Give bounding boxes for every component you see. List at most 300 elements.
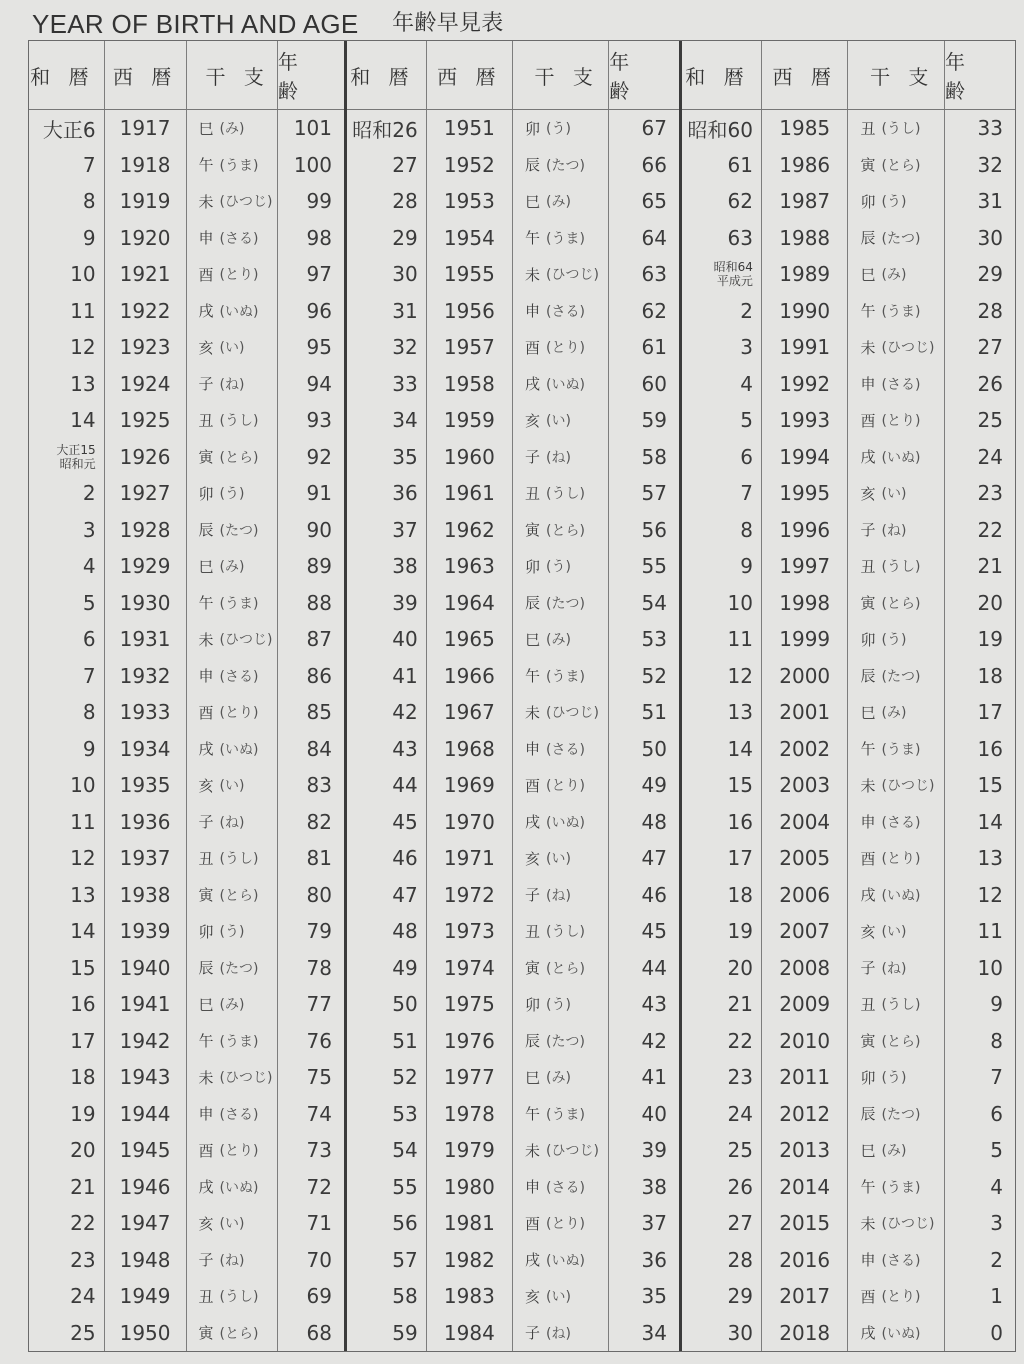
eto-cell (848, 183, 945, 220)
eto-cell (848, 402, 945, 439)
eto-cell (848, 1096, 945, 1133)
wareki-cell: 29 (682, 1278, 762, 1315)
table-row (347, 585, 679, 622)
eto-reading: (み) (546, 632, 571, 649)
eto-reading: (たつ) (546, 595, 585, 612)
eto-reading: (ね) (219, 1252, 245, 1269)
eto-reading: (さる) (546, 741, 585, 758)
era-label: 昭和64 (713, 260, 753, 275)
table-row (347, 220, 679, 257)
table-row (29, 804, 344, 841)
age-cell: 92 (306, 444, 332, 469)
seireki-cell: 2012 (762, 1096, 849, 1133)
table-row (347, 439, 679, 476)
table-row (682, 1315, 1015, 1352)
wareki-cell: 7 (29, 658, 105, 695)
wareki-cell: 43 (347, 731, 427, 768)
age-cell: 71 (306, 1211, 332, 1236)
eto-reading: (うま) (546, 668, 585, 685)
eto-kanji: 辰 (860, 229, 876, 248)
eto-reading: (う) (546, 997, 571, 1014)
eto-kanji: 未 (525, 265, 541, 284)
eto-cell (848, 256, 945, 293)
table-row (29, 183, 344, 220)
age-cell: 91 (306, 481, 332, 506)
table-row (29, 621, 344, 658)
wareki-cell: 2 (29, 475, 105, 512)
eto-cell (187, 767, 278, 804)
seireki-cell: 2000 (762, 658, 849, 695)
wareki-cell: 37 (347, 512, 427, 549)
seireki-cell: 1999 (762, 621, 849, 658)
eto-kanji: 午 (525, 667, 541, 686)
eto-reading: (いぬ) (546, 1252, 585, 1269)
table-row (347, 1242, 679, 1279)
table-row (347, 256, 679, 293)
age-cell: 12 (977, 882, 1003, 907)
age-cell: 101 (293, 116, 332, 141)
wareki-cell: 26 (682, 1169, 762, 1206)
age-cell: 23 (977, 481, 1003, 506)
wareki-cell: 23 (29, 1242, 105, 1279)
age-cell: 16 (977, 736, 1003, 761)
wareki-cell: 13 (29, 877, 105, 914)
wareki-cell: 14 (29, 402, 105, 439)
eto-kanji: 戌 (525, 813, 541, 832)
eto-cell (187, 950, 278, 987)
eto-reading: (ひつじ) (881, 340, 935, 357)
eto-kanji: 丑 (525, 922, 541, 941)
wareki-cell: 21 (682, 986, 762, 1023)
eto-kanji: 巳 (860, 1141, 876, 1160)
age-cell: 38 (641, 1174, 667, 1199)
age-cell: 78 (306, 955, 332, 980)
seireki-cell: 2010 (762, 1023, 849, 1060)
wareki-cell: 46 (347, 840, 427, 877)
eto-cell (848, 548, 945, 585)
seireki-cell: 2017 (762, 1278, 849, 1315)
seireki-cell: 1927 (105, 475, 187, 512)
wareki-cell: 63 (682, 220, 762, 257)
table-row (29, 877, 344, 914)
age-cell: 44 (641, 955, 667, 980)
seireki-cell: 1931 (105, 621, 187, 658)
eto-cell (513, 986, 609, 1023)
eto-cell (187, 694, 278, 731)
title-english: YEAR OF BIRTH AND AGE (32, 9, 359, 39)
eto-kanji: 寅 (860, 1032, 876, 1051)
wareki-cell: 22 (682, 1023, 762, 1060)
wareki-cell: 48 (347, 913, 427, 950)
eto-cell (187, 220, 278, 257)
eto-reading: (ね) (546, 449, 571, 466)
age-cell: 98 (306, 225, 332, 250)
table-block-1 (29, 41, 344, 1351)
eto-reading: (たつ) (881, 1106, 921, 1123)
seireki-cell: 2013 (762, 1132, 849, 1169)
table-row (347, 402, 679, 439)
seireki-cell: 1965 (427, 621, 513, 658)
seireki-cell: 1935 (105, 767, 187, 804)
wareki-cell: 6 (682, 439, 762, 476)
eto-reading: (ね) (881, 960, 907, 977)
eto-cell (187, 439, 278, 476)
seireki-cell: 1963 (427, 548, 513, 585)
table-row (682, 256, 1015, 293)
table-row (347, 475, 679, 512)
eto-reading: (ひつじ) (881, 778, 935, 795)
eto-reading: (ね) (219, 814, 245, 831)
eto-reading: (い) (881, 924, 907, 941)
eto-cell (848, 804, 945, 841)
eto-cell (513, 439, 609, 476)
eto-cell (187, 329, 278, 366)
seireki-cell: 1936 (105, 804, 187, 841)
table-row (29, 439, 344, 476)
wareki-cell: 39 (347, 585, 427, 622)
age-cell: 80 (306, 882, 332, 907)
table-row (682, 950, 1015, 987)
eto-reading: (とら) (881, 595, 921, 612)
age-cell: 10 (977, 955, 1003, 980)
table-row (347, 1132, 679, 1169)
age-cell: 84 (306, 736, 332, 761)
eto-cell (513, 293, 609, 330)
table-row (29, 1242, 344, 1279)
table-row (347, 767, 679, 804)
wareki-cell: 16 (29, 986, 105, 1023)
eto-kanji: 辰 (525, 1032, 541, 1051)
wareki-cell: 23 (682, 1059, 762, 1096)
age-cell: 59 (641, 408, 667, 433)
eto-cell (513, 1205, 609, 1242)
table-row (682, 1205, 1015, 1242)
seireki-header: 西 暦 (105, 41, 187, 109)
seireki-cell: 1967 (427, 694, 513, 731)
eto-reading: (とり) (881, 1289, 921, 1306)
eto-reading: (たつ) (546, 157, 585, 174)
eto-kanji: 未 (198, 192, 214, 211)
wareki-cell: 12 (29, 840, 105, 877)
seireki-cell: 1943 (105, 1059, 187, 1096)
eto-cell (513, 147, 609, 184)
eto-reading: (さる) (881, 1252, 921, 1269)
eto-cell (848, 1132, 945, 1169)
eto-kanji: 亥 (198, 776, 214, 795)
wareki-cell: 34 (347, 402, 427, 439)
eto-kanji: 辰 (198, 959, 214, 978)
table-row (682, 548, 1015, 585)
eto-kanji: 酉 (860, 411, 876, 430)
age-cell: 35 (641, 1284, 667, 1309)
age-cell: 67 (641, 116, 667, 141)
eto-cell (187, 1242, 278, 1279)
wareki-cell: 49 (347, 950, 427, 987)
wareki-cell: 5 (29, 585, 105, 622)
wareki-cell: 12 (29, 329, 105, 366)
eto-reading: (み) (546, 194, 571, 211)
seireki-cell: 2004 (762, 804, 849, 841)
wareki-cell: 昭和60 (682, 110, 762, 147)
age-cell: 37 (641, 1211, 667, 1236)
seireki-cell: 1964 (427, 585, 513, 622)
wareki-cell: 15 (29, 950, 105, 987)
eto-kanji: 子 (860, 521, 876, 540)
eto-reading: (う) (881, 632, 907, 649)
eto-kanji: 子 (198, 813, 214, 832)
age-cell: 41 (641, 1065, 667, 1090)
seireki-cell: 1987 (762, 183, 849, 220)
eto-kanji: 辰 (525, 594, 541, 613)
eto-kanji: 卯 (860, 192, 876, 211)
age-cell: 94 (306, 371, 332, 396)
table-row (29, 110, 344, 147)
eto-kanji: 未 (525, 1141, 541, 1160)
seireki-cell: 1980 (427, 1169, 513, 1206)
table-row (682, 475, 1015, 512)
eto-reading: (み) (881, 1143, 907, 1160)
wareki-cell: 38 (347, 548, 427, 585)
seireki-cell: 1976 (427, 1023, 513, 1060)
eto-cell (513, 877, 609, 914)
seireki-cell: 2014 (762, 1169, 849, 1206)
table-row (29, 1096, 344, 1133)
table-block-3 (679, 41, 1015, 1351)
seireki-cell: 1951 (427, 110, 513, 147)
wareki-cell: 8 (29, 183, 105, 220)
table-row (29, 986, 344, 1023)
age-cell: 74 (306, 1101, 332, 1126)
table-row (682, 110, 1015, 147)
eto-reading: (うま) (546, 1106, 585, 1123)
age-cell: 9 (990, 992, 1003, 1017)
seireki-cell: 1947 (105, 1205, 187, 1242)
eto-cell (187, 1023, 278, 1060)
table-row (29, 767, 344, 804)
table-row (682, 329, 1015, 366)
eto-reading: (み) (219, 997, 245, 1014)
wareki-cell (682, 256, 762, 293)
eto-reading: (とり) (546, 340, 585, 357)
eto-reading: (い) (219, 1216, 245, 1233)
eto-kanji: 酉 (525, 776, 541, 795)
seireki-cell: 1952 (427, 147, 513, 184)
seireki-cell: 1962 (427, 512, 513, 549)
eto-kanji: 巳 (860, 703, 876, 722)
eto-reading: (み) (881, 705, 907, 722)
eto-kanji: 午 (525, 229, 541, 248)
seireki-cell: 1983 (427, 1278, 513, 1315)
eto-reading: (とり) (546, 1216, 585, 1233)
eto-cell (513, 1169, 609, 1206)
table-row (682, 1242, 1015, 1279)
table-row (682, 402, 1015, 439)
table-row (347, 512, 679, 549)
seireki-cell: 1995 (762, 475, 849, 512)
eto-kanji: 亥 (198, 338, 214, 357)
age-cell: 50 (641, 736, 667, 761)
table-row (347, 1315, 679, 1352)
wareki-cell: 58 (347, 1278, 427, 1315)
age-cell: 79 (306, 919, 332, 944)
eto-cell (513, 804, 609, 841)
age-cell: 99 (306, 189, 332, 214)
age-cell: 7 (990, 1065, 1003, 1090)
wareki-cell: 15 (682, 767, 762, 804)
era-label: 昭和元 (59, 456, 96, 471)
table-row (29, 1059, 344, 1096)
wareki-cell: 24 (682, 1096, 762, 1133)
eto-reading: (うし) (219, 1289, 259, 1306)
eto-cell (848, 913, 945, 950)
eto-reading: (とら) (881, 157, 921, 174)
eto-cell (187, 1205, 278, 1242)
eto-reading: (み) (219, 559, 245, 576)
wareki-cell: 41 (347, 658, 427, 695)
seireki-cell: 1956 (427, 293, 513, 330)
table-block-2 (344, 41, 679, 1351)
eto-kanji: 子 (525, 1324, 541, 1343)
eto-cell (513, 913, 609, 950)
seireki-cell: 1984 (427, 1315, 513, 1352)
wareki-cell: 31 (347, 293, 427, 330)
age-cell: 58 (641, 444, 667, 469)
seireki-cell: 1923 (105, 329, 187, 366)
table-row (29, 1315, 344, 1352)
wareki-cell: 28 (347, 183, 427, 220)
eto-cell (848, 731, 945, 768)
table-row (29, 329, 344, 366)
eto-reading: (ね) (546, 1325, 571, 1342)
eto-reading: (い) (881, 486, 907, 503)
age-cell: 86 (306, 663, 332, 688)
eto-cell (848, 950, 945, 987)
eto-reading: (いぬ) (881, 1325, 921, 1342)
eto-cell (187, 256, 278, 293)
eto-reading: (とら) (881, 1033, 921, 1050)
wareki-cell: 5 (682, 402, 762, 439)
age-cell: 68 (306, 1320, 332, 1345)
eto-kanji: 未 (525, 703, 541, 722)
wareki-cell: 54 (347, 1132, 427, 1169)
eto-kanji: 子 (525, 448, 541, 467)
table-row (682, 1169, 1015, 1206)
eto-reading: (うま) (219, 1033, 259, 1050)
seireki-cell: 1959 (427, 402, 513, 439)
age-cell: 14 (977, 809, 1003, 834)
eto-reading: (たつ) (881, 668, 921, 685)
eto-reading: (いぬ) (881, 449, 921, 466)
eto-reading: (ね) (546, 887, 571, 904)
age-cell: 5 (990, 1138, 1003, 1163)
table-row (682, 804, 1015, 841)
seireki-cell: 1990 (762, 293, 849, 330)
eto-kanji: 申 (198, 667, 214, 686)
eto-cell (187, 548, 278, 585)
table-header (347, 41, 679, 110)
wareki-cell: 10 (682, 585, 762, 622)
eto-cell (848, 220, 945, 257)
seireki-cell: 2007 (762, 913, 849, 950)
table-row (682, 767, 1015, 804)
wareki-cell: 40 (347, 621, 427, 658)
eto-kanji: 丑 (198, 1287, 214, 1306)
eto-kanji: 未 (860, 1214, 876, 1233)
eto-reading: (さる) (546, 1179, 585, 1196)
eto-cell (848, 110, 945, 147)
eto-reading: (たつ) (219, 522, 259, 539)
eto-cell (513, 1278, 609, 1315)
eto-cell (513, 256, 609, 293)
wareki-cell: 7 (29, 147, 105, 184)
eto-cell (848, 1205, 945, 1242)
wareki-cell: 8 (682, 512, 762, 549)
eto-reading: (とら) (219, 449, 259, 466)
table-row (347, 110, 679, 147)
seireki-cell: 2008 (762, 950, 849, 987)
eto-reading: (い) (546, 851, 571, 868)
table-row (347, 183, 679, 220)
age-cell: 1 (990, 1284, 1003, 1309)
seireki-cell: 2001 (762, 694, 849, 731)
eto-kanji: 丑 (860, 995, 876, 1014)
table-row (29, 950, 344, 987)
table-row (29, 293, 344, 330)
seireki-cell: 1986 (762, 147, 849, 184)
age-table (28, 40, 1016, 1352)
seireki-cell: 1978 (427, 1096, 513, 1133)
wareki-cell: 24 (29, 1278, 105, 1315)
age-cell: 95 (306, 335, 332, 360)
age-cell: 18 (977, 663, 1003, 688)
age-cell: 88 (306, 590, 332, 615)
seireki-cell: 1994 (762, 439, 849, 476)
age-cell: 4 (990, 1174, 1003, 1199)
seireki-cell: 1960 (427, 439, 513, 476)
age-cell: 19 (977, 627, 1003, 652)
age-cell: 45 (641, 919, 667, 944)
age-cell: 96 (306, 298, 332, 323)
wareki-cell: 62 (682, 183, 762, 220)
eto-cell (513, 110, 609, 147)
seireki-cell: 1940 (105, 950, 187, 987)
seireki-cell: 1944 (105, 1096, 187, 1133)
eto-reading: (いぬ) (219, 1179, 259, 1196)
age-cell: 31 (977, 189, 1003, 214)
seireki-cell: 1961 (427, 475, 513, 512)
eto-reading: (うま) (881, 303, 921, 320)
wareki-cell: 33 (347, 366, 427, 403)
seireki-cell: 1971 (427, 840, 513, 877)
wareki-cell: 13 (682, 694, 762, 731)
eto-cell (187, 731, 278, 768)
eto-kanji: 辰 (860, 667, 876, 686)
eto-kanji: 卯 (198, 484, 214, 503)
seireki-cell: 1920 (105, 220, 187, 257)
table-row (682, 585, 1015, 622)
eto-kanji: 辰 (525, 156, 541, 175)
table-row (682, 220, 1015, 257)
eto-cell (187, 1096, 278, 1133)
age-cell: 28 (977, 298, 1003, 323)
table-row (347, 1205, 679, 1242)
eto-cell (513, 1242, 609, 1279)
age-cell: 62 (641, 298, 667, 323)
eto-kanji: 寅 (198, 1324, 214, 1343)
eto-kanji: 卯 (198, 922, 214, 941)
table-row (682, 512, 1015, 549)
seireki-cell: 1966 (427, 658, 513, 695)
